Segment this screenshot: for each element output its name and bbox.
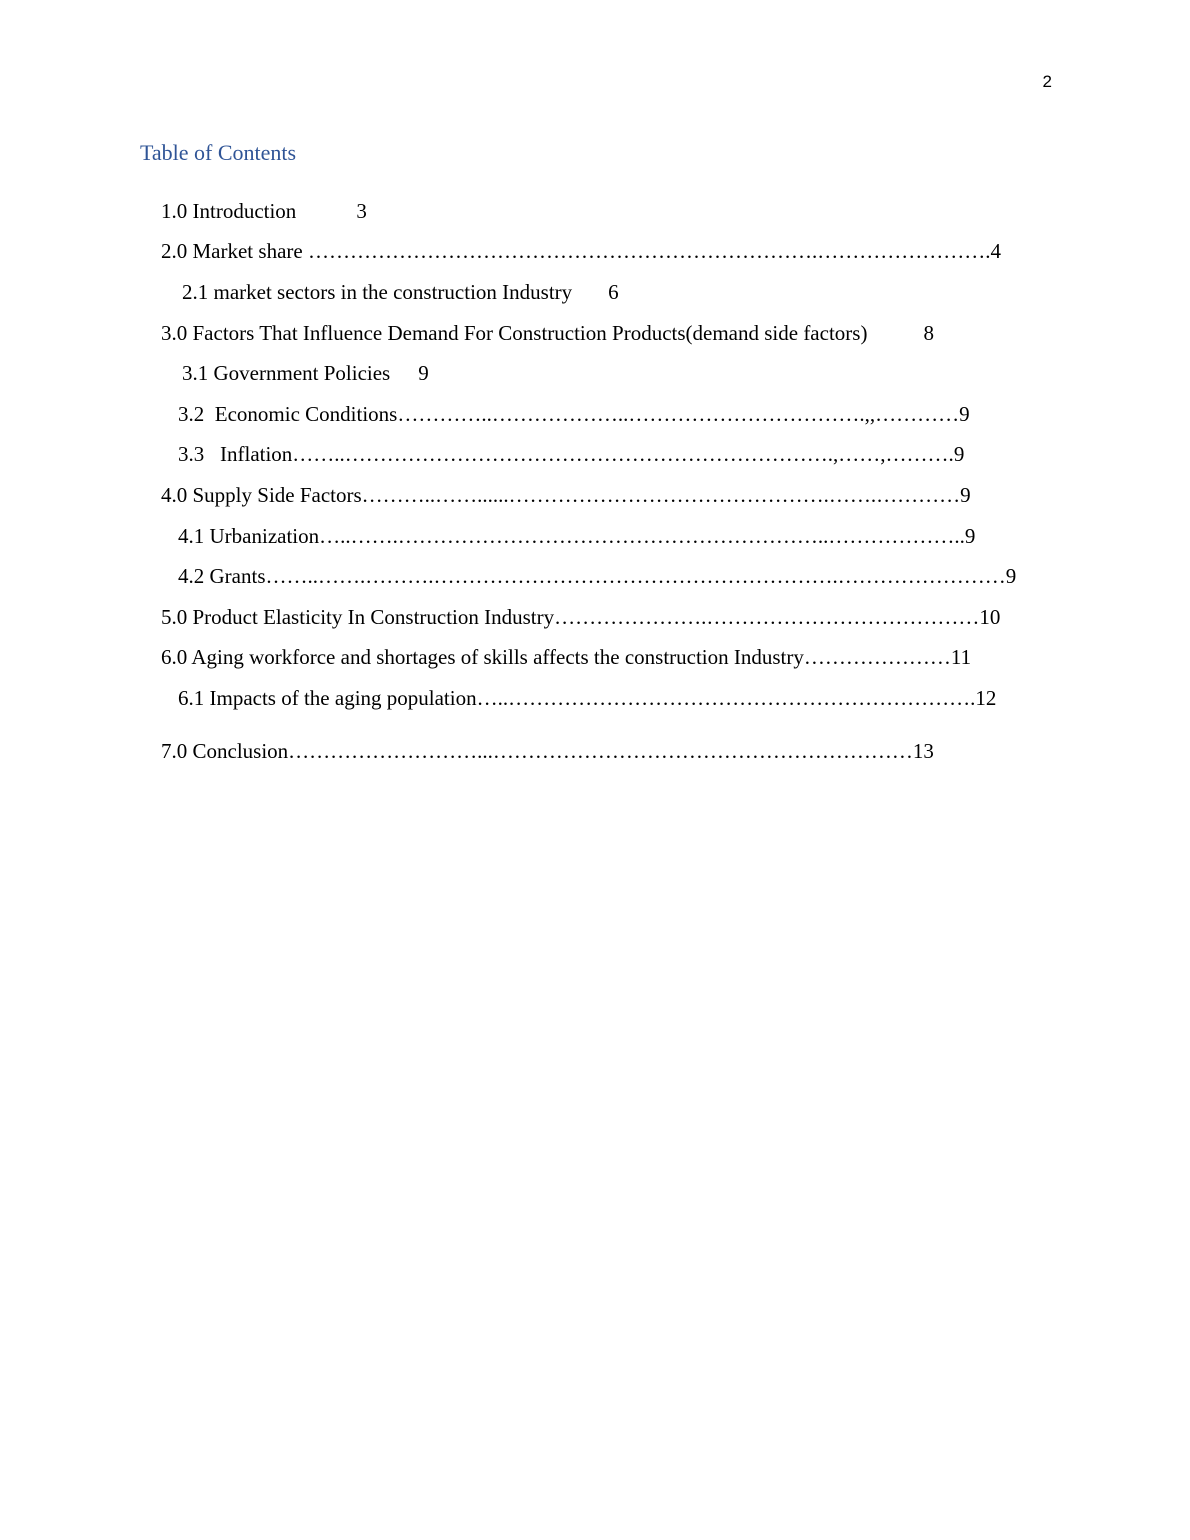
toc-entry-title: 6.0 Aging workforce and shortages of skills affects the construction Industry…………………: [161, 645, 951, 669]
toc-entry-title: 4.2 Grants……..…….……….………………………………………………….……………………: [178, 564, 1006, 588]
page-number: 2: [1042, 72, 1052, 91]
toc-entry-title: 6.1 Impacts of the aging population…..………………………………………………………….: [178, 686, 976, 710]
toc-entry-page: 9: [1005, 564, 1017, 588]
toc-entry-page: 13: [912, 739, 934, 763]
toc-entry-page: 9: [953, 442, 965, 466]
toc-entry-conclusion[interactable]: [140, 712, 934, 790]
toc-entry-title: 7.0 Conclusion………………………...……………………………………………………: [161, 739, 913, 763]
toc-heading: Table of Contents: [140, 140, 297, 165]
toc-entry-page: 6: [608, 280, 619, 304]
toc-entry-title: 3.2 Economic Conditions…………..………………..…………………………….,,…………: [178, 402, 960, 426]
toc-entry-title: 4.0 Supply Side Factors………..……......……………………………………….…….…………: [161, 483, 961, 507]
toc-entry-title: 2.1 market sectors in the construction Industry: [182, 280, 573, 304]
toc-entry-title: 4.1 Urbanization…..…….……………………………………………………..………………..: [178, 524, 965, 548]
toc-entry-title: 3.0 Factors That Influence Demand For Construction Products(demand side factors): [161, 321, 868, 345]
toc-entry-title: 3.1 Government Policies: [182, 361, 391, 385]
toc-entry-page: 8: [923, 321, 934, 345]
toc-entry-page: 11: [950, 645, 972, 669]
toc-entry-page: 9: [959, 402, 970, 426]
toc-entry-page: 9: [964, 524, 976, 548]
toc-entry-page: 9: [418, 361, 429, 385]
toc-entry-page: 9: [960, 483, 971, 507]
toc-entry-title: 1.0 Introduction: [161, 199, 297, 223]
toc-entry-title: 2.0 Market share ……………………………………………………………….…………………….: [161, 239, 991, 263]
toc-entry-page: 3: [356, 199, 367, 223]
toc-entry-page: 4: [990, 239, 1001, 263]
toc-entry-page: 12: [975, 686, 997, 710]
toc-entry-page: 10: [979, 605, 1001, 629]
toc-entry-title: 3.3 Inflation……..…………………………………………………………….,……,……….: [178, 442, 954, 466]
toc-entry-title: 5.0 Product Elasticity In Construction Industry………………….…………………………………: [161, 605, 980, 629]
